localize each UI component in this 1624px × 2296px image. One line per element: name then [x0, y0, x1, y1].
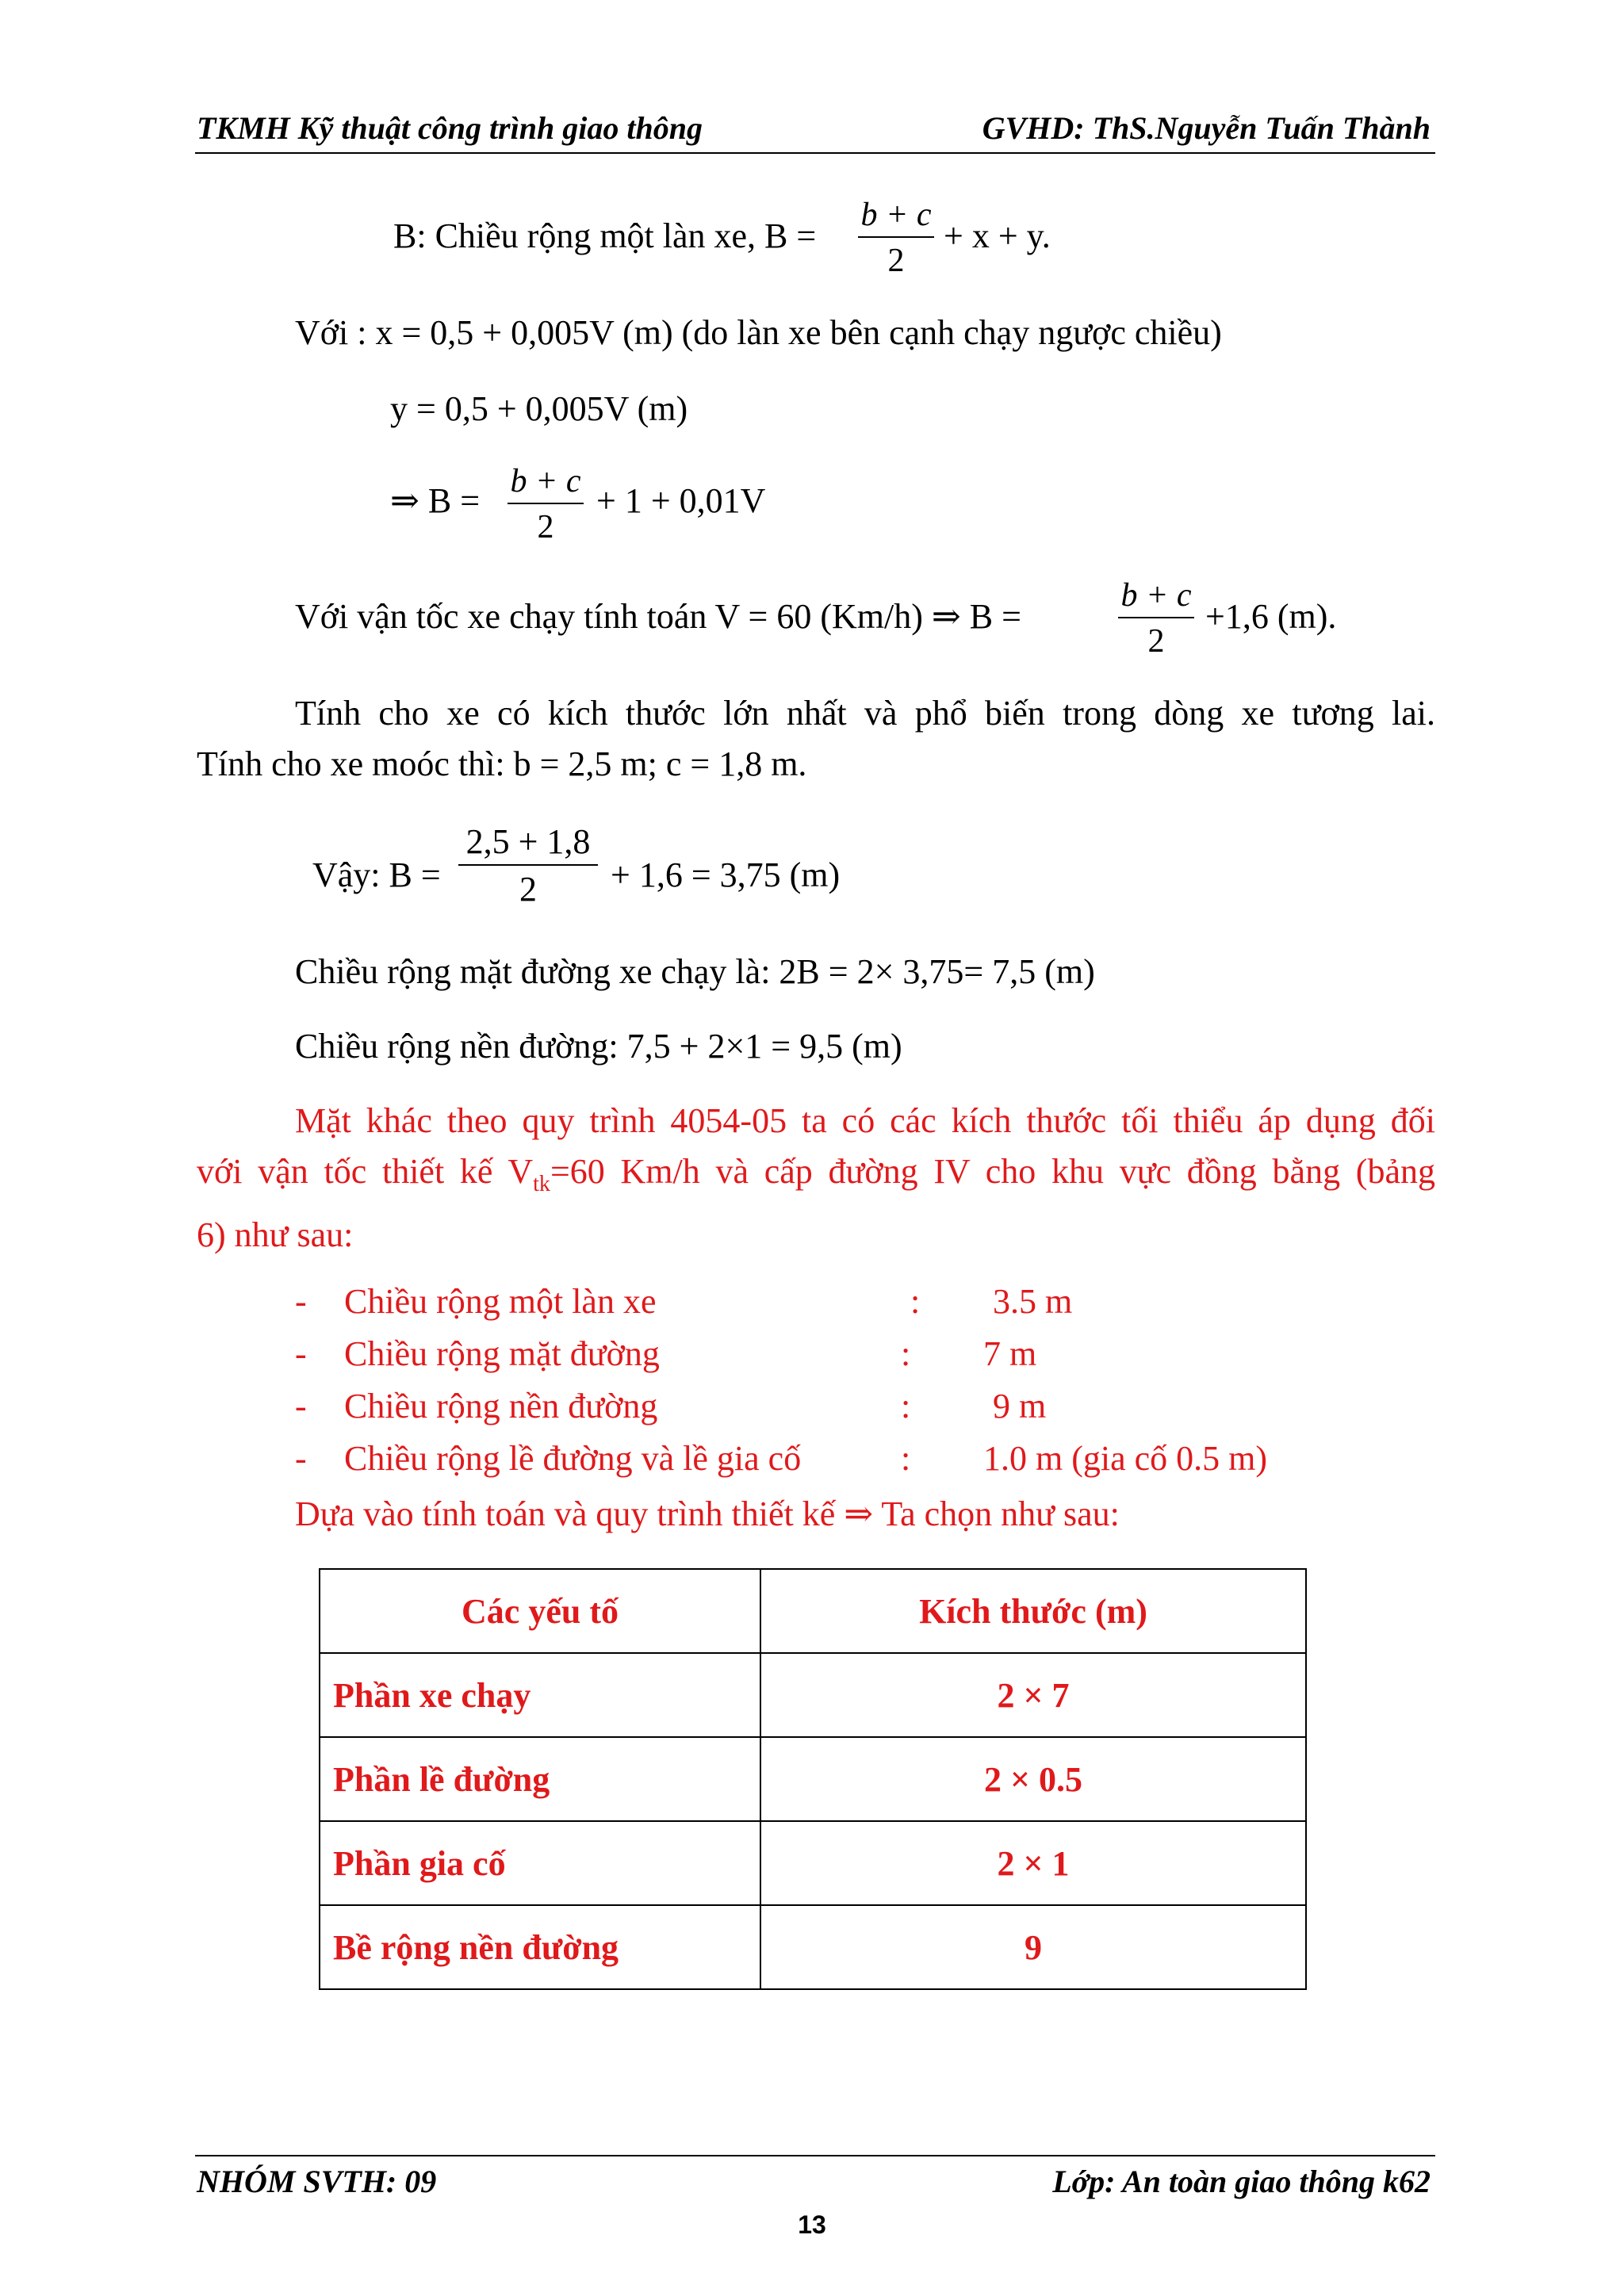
- paragraph-standard: [197, 1096, 1435, 1261]
- table-cell-element: Bề rộng nền đường: [320, 1905, 760, 1989]
- eq2-suffix: + 1 + 0,01V: [596, 481, 766, 520]
- eq1-fraction-bar: [858, 236, 934, 238]
- footer-right: Lớp: An toàn giao thông k62: [1052, 2164, 1431, 2199]
- footer-rule: [195, 2155, 1435, 2156]
- eq3-suffix: +1,6 (m).: [1205, 597, 1337, 636]
- paragraph-vehicle-line2: Tính cho xe moóc thì: b = 2,5 m; c = 1,8 m.: [197, 744, 807, 783]
- table-header-cell: Các yếu tố: [320, 1569, 760, 1653]
- bullet-dash: -: [295, 1387, 307, 1425]
- bullet-dash: -: [295, 1439, 307, 1478]
- header-left: TKMH Kỹ thuật công trình giao thông: [197, 110, 703, 146]
- eq3-fraction-bar: [1118, 617, 1194, 618]
- eq2-denominator: 2: [537, 509, 554, 545]
- bullet-colon: :: [901, 1387, 911, 1425]
- table-cell-dimension: 2 × 0.5: [760, 1737, 1306, 1821]
- eq4-denominator: 2: [519, 870, 537, 909]
- bullet-label: Chiều rộng lề đường và lề gia cố: [344, 1439, 802, 1478]
- header-rule: [195, 152, 1435, 154]
- table-row: [320, 1737, 1306, 1821]
- dimensions-table: [319, 1568, 1307, 1990]
- bullet-colon: :: [901, 1334, 911, 1373]
- eq1-prefix: B: Chiều rộng một làn xe, B =: [393, 216, 817, 255]
- eq3-prefix: Với vận tốc xe chạy tính toán V = 60 (Km/h) ⇒ B =: [295, 597, 1021, 636]
- paragraph-standard-line1: Mặt khác theo quy trình 4054-05 ta có các kích thước tối thiểu áp dụng đối: [295, 1101, 1435, 1140]
- line-base-width: Chiều rộng nền đường: 7,5 + 2×1 = 9,5 (m): [295, 1027, 902, 1066]
- bullet-colon: :: [910, 1282, 921, 1321]
- paragraph-standard-subscript: tk: [533, 1171, 550, 1196]
- table-cell-dimension: 9: [760, 1905, 1306, 1989]
- table-row: [320, 1905, 1306, 1989]
- paragraph-standard-line2b: =60 Km/h và cấp đường IV cho khu vực đồng bằng (bảng: [550, 1152, 1435, 1191]
- paragraph-vehicle: [197, 688, 1435, 790]
- table-cell-dimension: 2 × 1: [760, 1821, 1306, 1905]
- table-cell-element: Phần lề đường: [320, 1737, 760, 1821]
- page-number: 13: [798, 2210, 826, 2239]
- eq4-fraction: [458, 822, 598, 909]
- eq1-denominator: 2: [887, 243, 905, 279]
- eq1-numerator: b + c: [860, 197, 932, 233]
- eq3-fraction: [1118, 579, 1194, 658]
- eq2-prefix: ⇒ B =: [390, 481, 481, 520]
- table-row: [320, 1653, 1306, 1737]
- table-header-cell: Kích thước (m): [760, 1569, 1306, 1653]
- bullet-colon: :: [901, 1439, 911, 1478]
- eq3-numerator: b + c: [1120, 577, 1192, 614]
- bullet-value: 7 m: [983, 1334, 1037, 1373]
- paragraph-vehicle-line1: Tính cho xe có kích thước lớn nhất và phổ biến trong dòng xe tương lai.: [295, 694, 1435, 733]
- eq2-numerator: b + c: [510, 463, 581, 499]
- bullet-label: Chiều rộng một làn xe: [344, 1282, 657, 1321]
- bullet-label: Chiều rộng mặt đường: [344, 1334, 660, 1373]
- paragraph-standard-line2a: với vận tốc thiết kế V: [197, 1152, 534, 1191]
- bullet-value: 3.5 m: [993, 1282, 1073, 1321]
- table-cell-element: Phần xe chạy: [320, 1653, 760, 1737]
- table-header-row: [320, 1569, 1306, 1653]
- bullet-dash: -: [295, 1282, 307, 1321]
- table-row: [320, 1821, 1306, 1905]
- header-right: GVHD: ThS.Nguyễn Tuấn Thành: [982, 110, 1431, 146]
- table-cell-element: Phần gia cố: [320, 1821, 760, 1905]
- conclusion-line: Dựa vào tính toán và quy trình thiết kế ⇒ Ta chọn như sau:: [295, 1494, 1120, 1533]
- footer-left: NHÓM SVTH: 09: [197, 2164, 437, 2199]
- line-y-definition: y = 0,5 + 0,005V (m): [390, 389, 688, 428]
- eq1-suffix: + x + y.: [944, 216, 1051, 255]
- eq2-fraction: [508, 465, 584, 544]
- paragraph-standard-line3: 6) như sau:: [197, 1215, 354, 1254]
- bullet-value: 1.0 m (gia cố 0.5 m): [983, 1439, 1268, 1478]
- bullet-value: 9 m: [993, 1387, 1047, 1425]
- eq4-fraction-bar: [458, 864, 598, 866]
- eq4-prefix: Vậy: B =: [312, 855, 441, 894]
- line-road-width: Chiều rộng mặt đường xe chạy là: 2B = 2× 3,75= 7,5 (m): [295, 952, 1095, 991]
- line-x-definition: Với : x = 0,5 + 0,005V (m) (do làn xe bên cạnh chạy ngược chiều): [295, 313, 1222, 352]
- eq4-numerator: 2,5 + 1,8: [465, 822, 591, 861]
- eq1-fraction: [858, 198, 934, 277]
- eq2-fraction-bar: [508, 503, 584, 504]
- table-cell-dimension: 2 × 7: [760, 1653, 1306, 1737]
- eq4-suffix: + 1,6 = 3,75 (m): [611, 855, 841, 894]
- eq3-denominator: 2: [1147, 623, 1165, 660]
- paragraph-standard-line2: [197, 1146, 1435, 1210]
- bullet-dash: -: [295, 1334, 307, 1373]
- bullet-label: Chiều rộng nền đường: [344, 1387, 658, 1425]
